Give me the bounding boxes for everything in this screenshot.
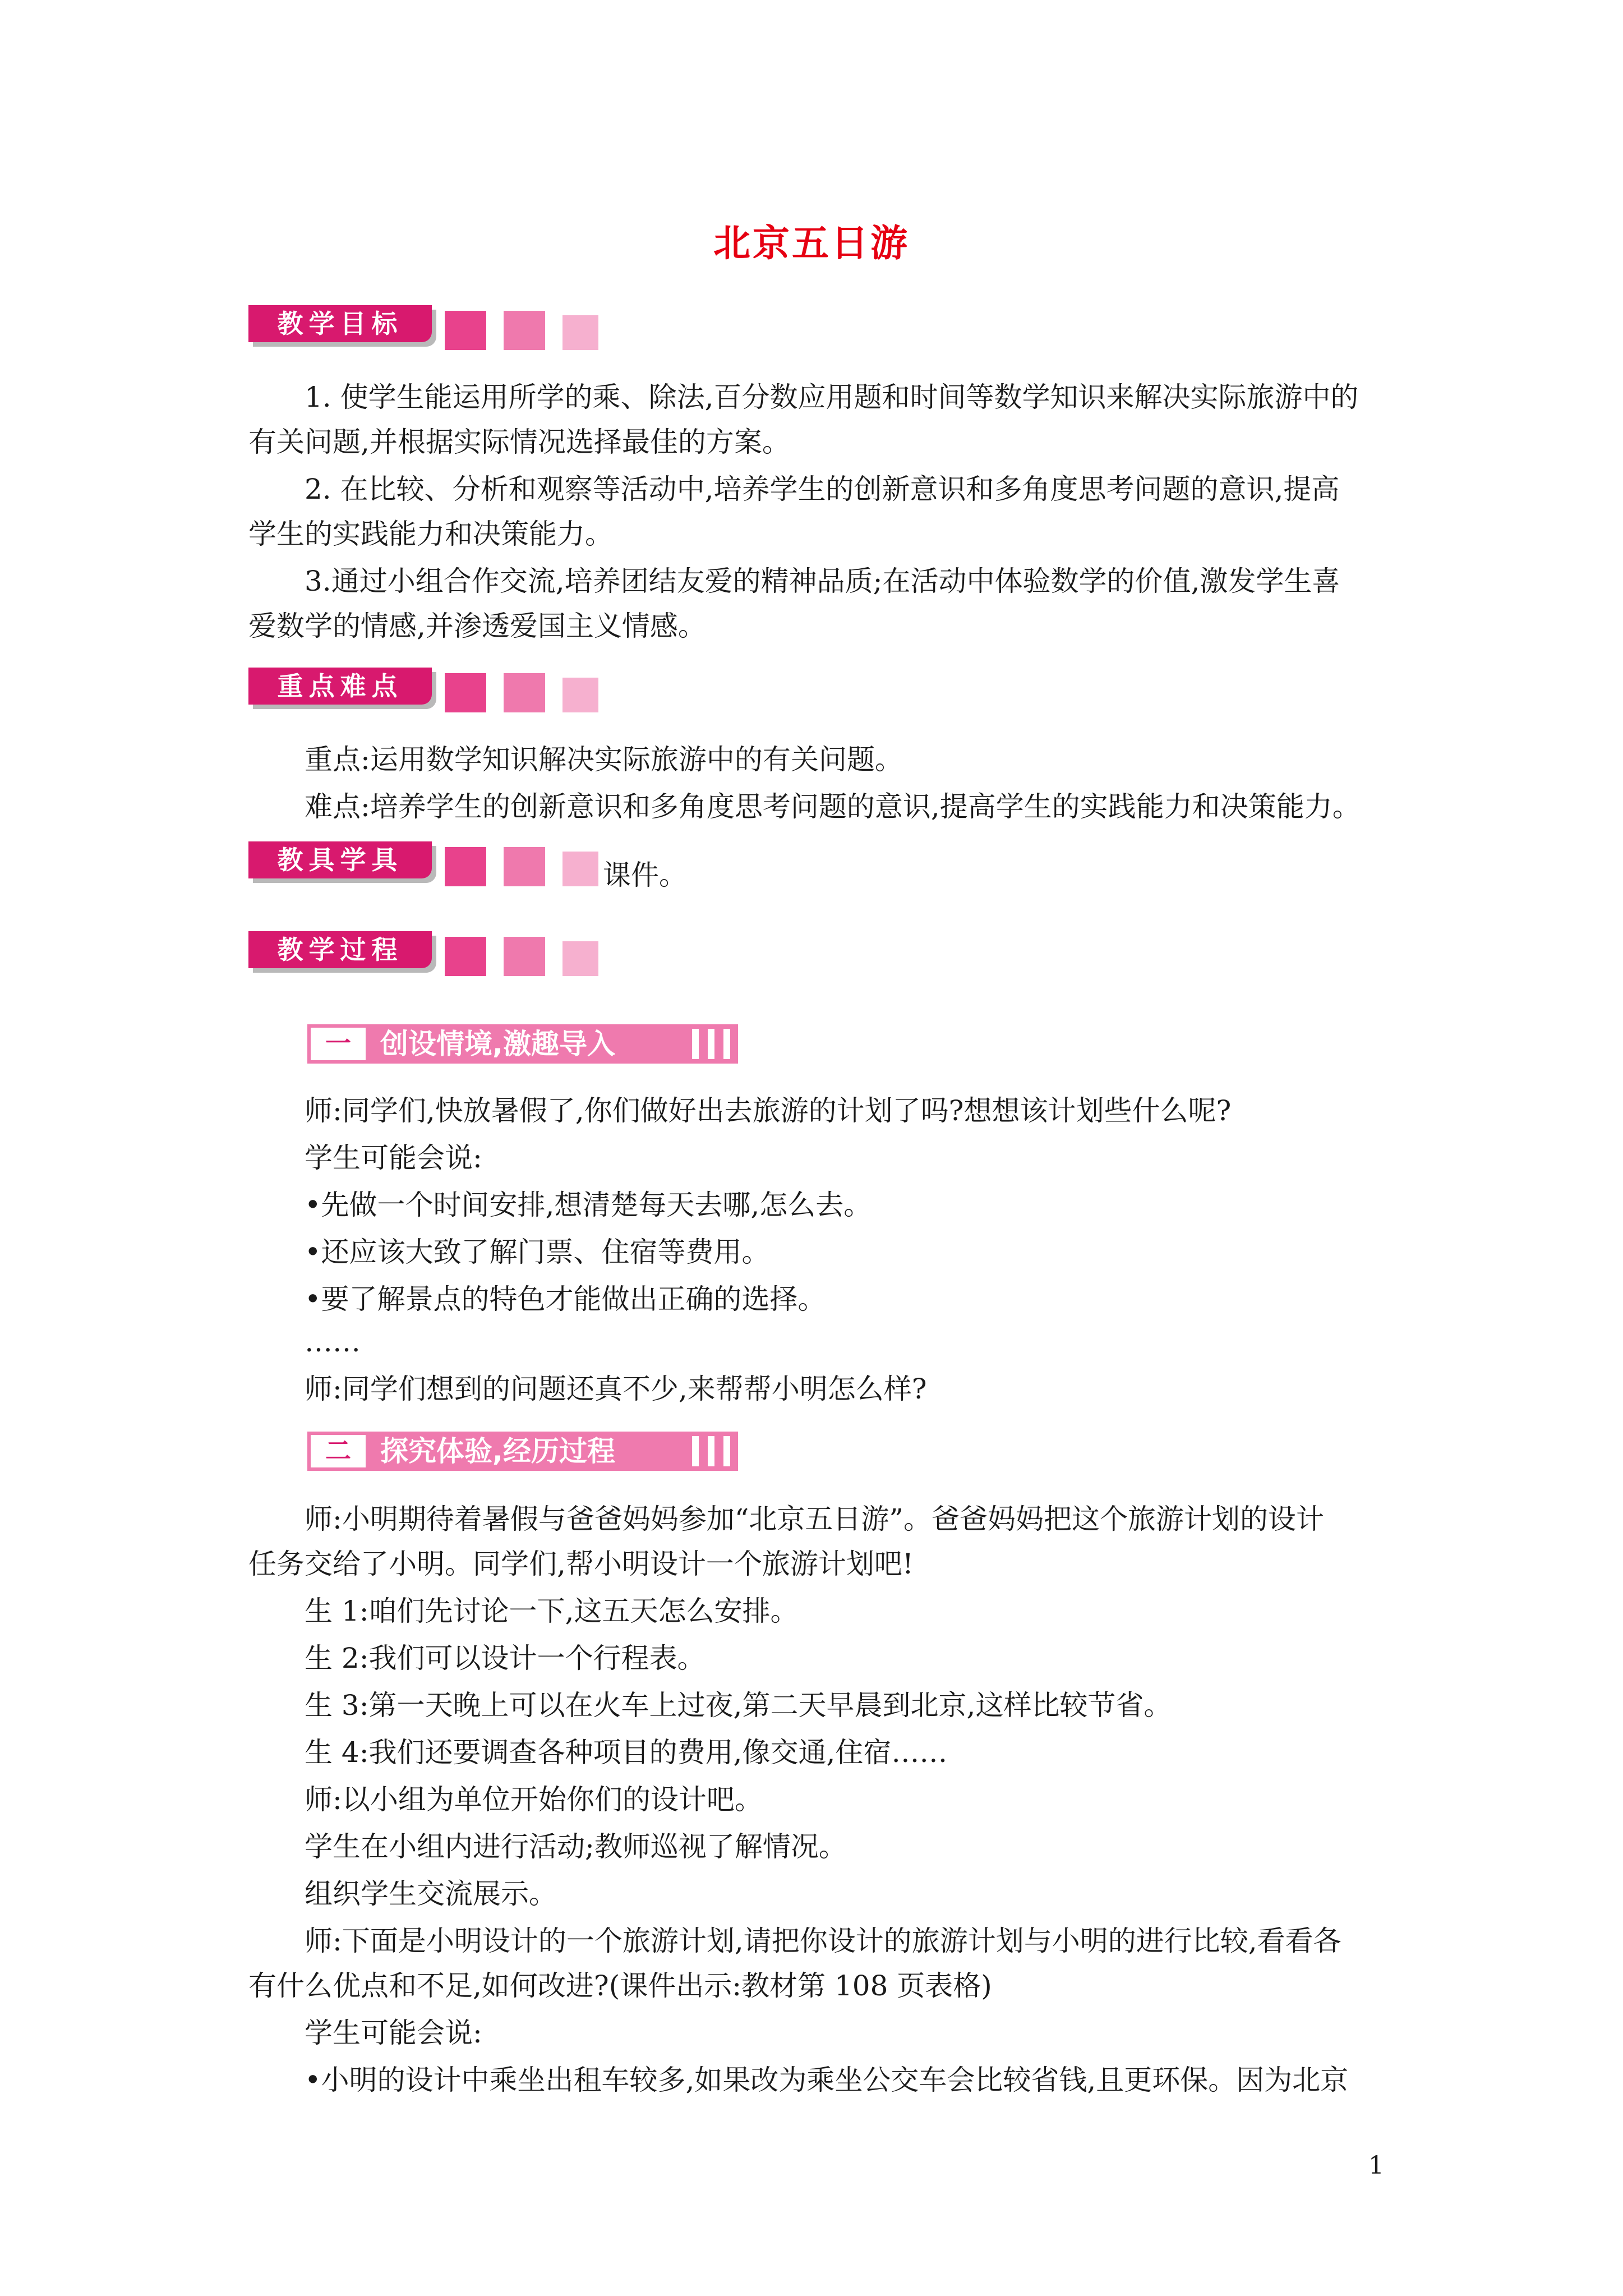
subsection-step2	[307, 1432, 738, 1471]
paragraph: 师:下面是小明设计的一个旅游计划,请把你设计的旅游计划与小明的进行比较,看看各	[305, 1925, 1341, 1957]
subsection-title: 探究体验,经历过程	[380, 1435, 615, 1467]
decor-square	[504, 847, 545, 886]
paragraph: 任务交给了小明。同学们,帮小明设计一个旅游计划吧!	[248, 1548, 914, 1580]
paragraph: 生 1:咱们先讨论一下,这五天怎么安排。	[305, 1595, 799, 1627]
decor-square	[562, 941, 598, 976]
paragraph: 生 3:第一天晚上可以在火车上过夜,第二天早晨到北京,这样比较节省。	[305, 1689, 1172, 1722]
paragraph: 学生可能会说:	[305, 2017, 482, 2049]
list-item: •要了解景点的特色才能做出正确的选择。	[305, 1283, 826, 1315]
decor-square	[445, 847, 486, 886]
paragraph: 学生的实践能力和决策能力。	[248, 518, 613, 550]
subsection-number: 二	[307, 1432, 369, 1471]
paragraph-key: 重点:运用数学知识解决实际旅游中的有关问题。	[305, 743, 903, 776]
paragraph: 师:以小组为单位开始你们的设计吧。	[305, 1783, 763, 1816]
decor-square	[562, 315, 598, 350]
paragraph: 有关问题,并根据实际情况选择最佳的方案。	[248, 426, 790, 458]
subsection-title: 创设情境,激趣导入	[380, 1028, 615, 1060]
paragraph: 师:同学们想到的问题还真不少,来帮帮小明怎么样?	[305, 1373, 927, 1405]
paragraph: 2. 在比较、分析和观察等活动中,培养学生的创新意识和多角度思考问题的意识,提高	[305, 473, 1340, 505]
subsection-step1	[307, 1024, 738, 1064]
paragraph: 3.通过小组合作交流,培养团结友爱的精神品质;在活动中体验数学的价值,激发学生喜	[305, 565, 1340, 597]
decor-bars	[683, 1029, 730, 1059]
paragraph: 生 2:我们可以设计一个行程表。	[305, 1642, 706, 1674]
list-item: •先做一个时间安排,想清楚每天去哪,怎么去。	[305, 1189, 872, 1221]
list-item: •小明的设计中乘坐出租车较多,如果改为乘坐公交车会比较省钱,且更环保。因为北京	[305, 2064, 1349, 2096]
page-number: 1	[1368, 2151, 1384, 2180]
paragraph: 师:小明期待着暑假与爸爸妈妈参加“北京五日游”。爸爸妈妈把这个旅游计划的设计	[305, 1503, 1324, 1535]
paragraph: 学生可能会说:	[305, 1142, 482, 1174]
paragraph: 生 4:我们还要调查各种项目的费用,像交通,住宿……	[305, 1736, 948, 1769]
tools-content: 课件。	[603, 859, 687, 891]
paragraph: 爱数学的情感,并渗透爱国主义情感。	[248, 610, 706, 642]
list-item: •还应该大致了解门票、住宿等费用。	[305, 1236, 770, 1268]
section-label: 重点难点	[248, 668, 432, 705]
subsection-number: 一	[307, 1024, 369, 1064]
decor-square	[445, 673, 486, 712]
paragraph: 学生在小组内进行活动;教师巡视了解情况。	[305, 1830, 847, 1863]
paragraph: 有什么优点和不足,如何改进?(课件出示:教材第 108 页表格)	[248, 1970, 992, 2002]
paragraph: 1. 使学生能运用所学的乘、除法,百分数应用题和时间等数学知识来解决实际旅游中的	[305, 381, 1359, 413]
decor-square	[562, 852, 598, 886]
paragraph-difficult: 难点:培养学生的创新意识和多角度思考问题的意识,提高学生的实践能力和决策能力。	[305, 790, 1361, 823]
decor-square	[562, 678, 598, 712]
paragraph: 组织学生交流展示。	[305, 1878, 557, 1910]
ellipsis: ……	[305, 1326, 361, 1358]
decor-square	[504, 673, 545, 712]
decor-square	[445, 311, 486, 350]
decor-square	[504, 311, 545, 350]
section-label: 教学目标	[248, 305, 432, 342]
section-label: 教学过程	[248, 931, 432, 968]
decor-square	[445, 937, 486, 976]
page-title: 北京五日游	[713, 221, 910, 265]
decor-square	[504, 937, 545, 976]
paragraph: 师:同学们,快放暑假了,你们做好出去旅游的计划了吗?想想该计划些什么呢?	[305, 1094, 1232, 1127]
section-label: 教具学具	[248, 841, 432, 878]
decor-bars	[683, 1436, 730, 1466]
